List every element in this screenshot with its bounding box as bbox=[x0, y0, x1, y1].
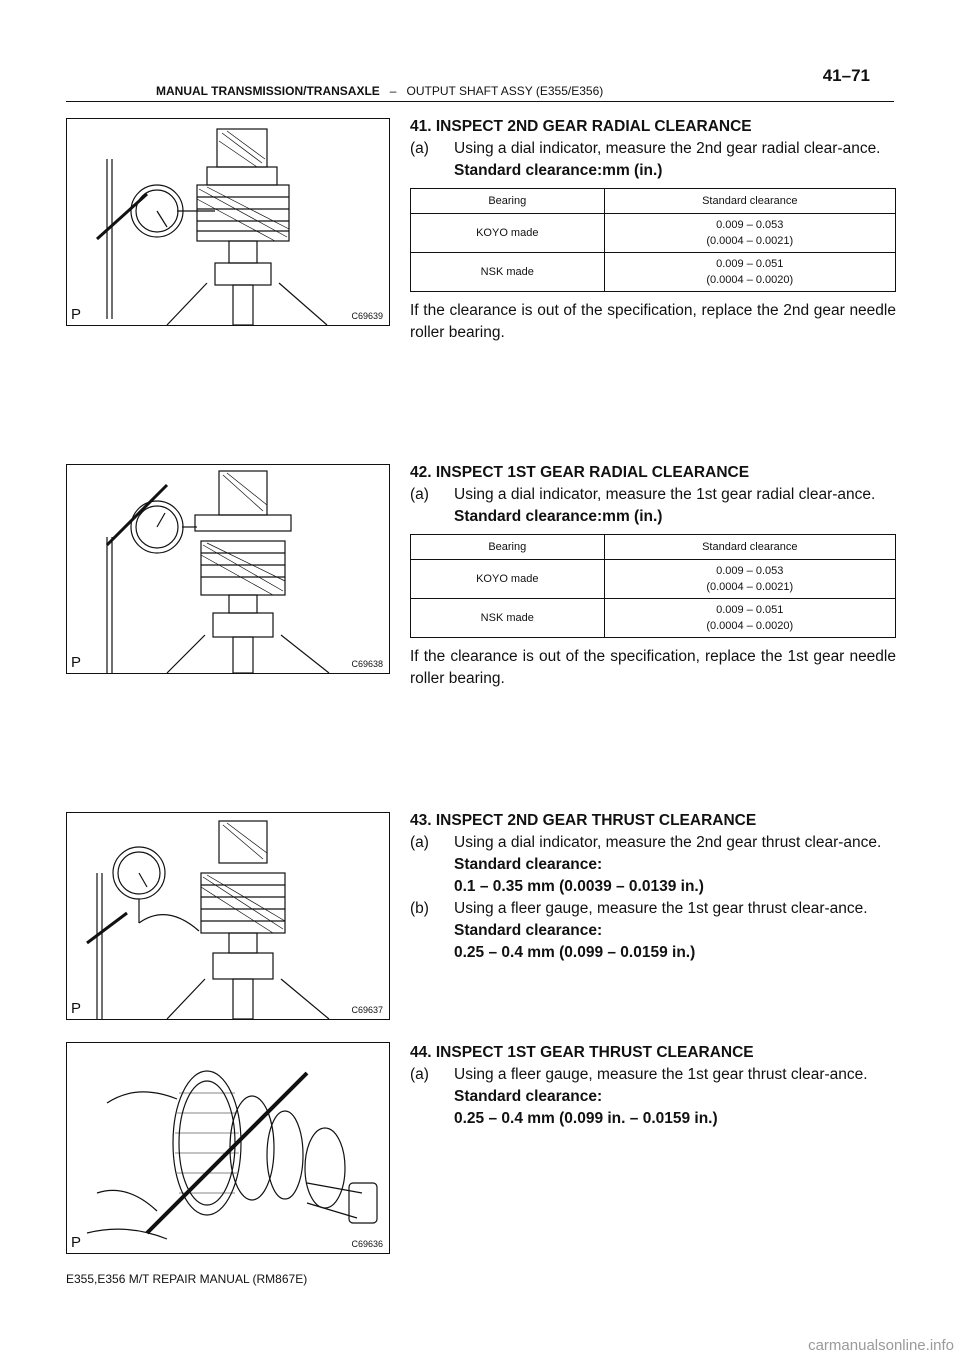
table-cell: KOYO made bbox=[411, 214, 605, 253]
value-in: (0.0004 – 0.0020) bbox=[706, 620, 794, 632]
step-text: Using a dial indicator, measure the 2nd gear thrust clear-ance. bbox=[454, 834, 882, 851]
header-subject: OUTPUT SHAFT ASSY (E355/E356) bbox=[406, 84, 604, 98]
value-in: (0.0004 – 0.0021) bbox=[706, 235, 794, 247]
value-mm: 0.009 – 0.051 bbox=[716, 258, 784, 270]
spec-table bbox=[410, 188, 896, 292]
spec-table bbox=[410, 534, 896, 638]
figure-marker: P bbox=[71, 1234, 82, 1251]
section-heading: 44. INSPECT 1ST GEAR THRUST CLEARANCE bbox=[410, 1044, 754, 1061]
section-heading: 43. INSPECT 2ND GEAR THRUST CLEARANCE bbox=[410, 812, 757, 829]
step-label: (a) bbox=[410, 1066, 429, 1083]
value-in: (0.0004 – 0.0021) bbox=[706, 581, 794, 593]
value-in: (0.0004 – 0.0020) bbox=[706, 274, 794, 286]
table-header: Standard clearance bbox=[604, 535, 895, 560]
step-label: (b) bbox=[410, 900, 429, 917]
header-rule bbox=[66, 101, 894, 102]
step-a bbox=[410, 138, 896, 160]
figure-id: C69637 bbox=[351, 1005, 383, 1015]
step-text: Using a dial indicator, measure the 2nd gear radial clear-ance. bbox=[454, 140, 881, 157]
step-label: (a) bbox=[410, 486, 429, 503]
standard-label: Standard clearance: bbox=[454, 856, 603, 873]
figure-2nd-gear-radial bbox=[66, 118, 390, 326]
gear-shaft-illustration bbox=[67, 465, 389, 673]
step-a bbox=[410, 1064, 896, 1086]
header-dash: – bbox=[389, 84, 397, 98]
section-44 bbox=[410, 1042, 896, 1130]
value-mm: 0.009 – 0.051 bbox=[716, 604, 784, 616]
section-41 bbox=[410, 116, 896, 344]
table-row bbox=[411, 253, 896, 292]
figure-marker: P bbox=[71, 306, 82, 323]
table-cell bbox=[604, 560, 895, 599]
page-number: 41–71 bbox=[822, 66, 870, 85]
standard-value: 0.25 – 0.4 mm (0.099 – 0.0159 in.) bbox=[454, 944, 696, 961]
page-header bbox=[66, 66, 894, 102]
standard-label: Standard clearance:mm (in.) bbox=[454, 508, 663, 525]
gear-shaft-illustration bbox=[67, 1043, 389, 1253]
table-cell: NSK made bbox=[411, 253, 605, 292]
table-cell: NSK made bbox=[411, 599, 605, 638]
page-footer: E355,E356 M/T REPAIR MANUAL (RM867E) bbox=[66, 1272, 308, 1286]
figure-id: C69638 bbox=[351, 659, 383, 669]
figure-marker: P bbox=[71, 654, 82, 671]
step-text: Using a fleer gauge, measure the 1st gear thrust clear-ance. bbox=[454, 900, 868, 917]
table-header: Standard clearance bbox=[604, 189, 895, 214]
figure-1st-gear-radial bbox=[66, 464, 390, 674]
gear-shaft-illustration bbox=[67, 813, 389, 1019]
gear-shaft-illustration bbox=[67, 119, 389, 325]
step-a bbox=[410, 484, 896, 506]
figure-id: C69639 bbox=[351, 311, 383, 321]
section-heading: 42. INSPECT 1ST GEAR RADIAL CLEARANCE bbox=[410, 464, 750, 481]
step-label: (a) bbox=[410, 140, 429, 157]
watermark: carmanualsonline.info bbox=[808, 1337, 954, 1354]
table-cell: KOYO made bbox=[411, 560, 605, 599]
section-heading: 41. INSPECT 2ND GEAR RADIAL CLEARANCE bbox=[410, 118, 752, 135]
note: If the clearance is out of the specification, replace the 2nd gear needle roller bearing. bbox=[410, 302, 896, 341]
figure-marker: P bbox=[71, 1000, 82, 1017]
step-text: Using a dial indicator, measure the 1st gear radial clear-ance. bbox=[454, 486, 876, 503]
step-a bbox=[410, 832, 896, 854]
section-43 bbox=[410, 810, 896, 964]
table-header: Bearing bbox=[411, 189, 605, 214]
step-text: Using a fleer gauge, measure the 1st gear thrust clear-ance. bbox=[454, 1066, 868, 1083]
figure-1st-gear-thrust bbox=[66, 1042, 390, 1254]
table-row bbox=[411, 560, 896, 599]
standard-value: 0.25 – 0.4 mm (0.099 in. – 0.0159 in.) bbox=[454, 1110, 718, 1127]
table-row bbox=[411, 599, 896, 638]
step-b bbox=[410, 898, 896, 920]
value-mm: 0.009 – 0.053 bbox=[716, 219, 784, 231]
value-mm: 0.009 – 0.053 bbox=[716, 565, 784, 577]
table-header: Bearing bbox=[411, 535, 605, 560]
figure-2nd-gear-thrust bbox=[66, 812, 390, 1020]
header-section: MANUAL TRANSMISSION/TRANSAXLE bbox=[156, 84, 380, 98]
figure-id: C69636 bbox=[351, 1239, 383, 1249]
table-cell bbox=[604, 214, 895, 253]
section-42 bbox=[410, 462, 896, 690]
standard-label: Standard clearance: bbox=[454, 922, 603, 939]
standard-label: Standard clearance: bbox=[454, 1088, 603, 1105]
table-cell bbox=[604, 599, 895, 638]
header-title bbox=[156, 84, 603, 98]
standard-label: Standard clearance:mm (in.) bbox=[454, 162, 663, 179]
table-row bbox=[411, 214, 896, 253]
standard-value: 0.1 – 0.35 mm (0.0039 – 0.0139 in.) bbox=[454, 878, 704, 895]
note: If the clearance is out of the specification, replace the 1st gear needle roller bearing. bbox=[410, 648, 896, 687]
step-label: (a) bbox=[410, 834, 429, 851]
table-cell bbox=[604, 253, 895, 292]
